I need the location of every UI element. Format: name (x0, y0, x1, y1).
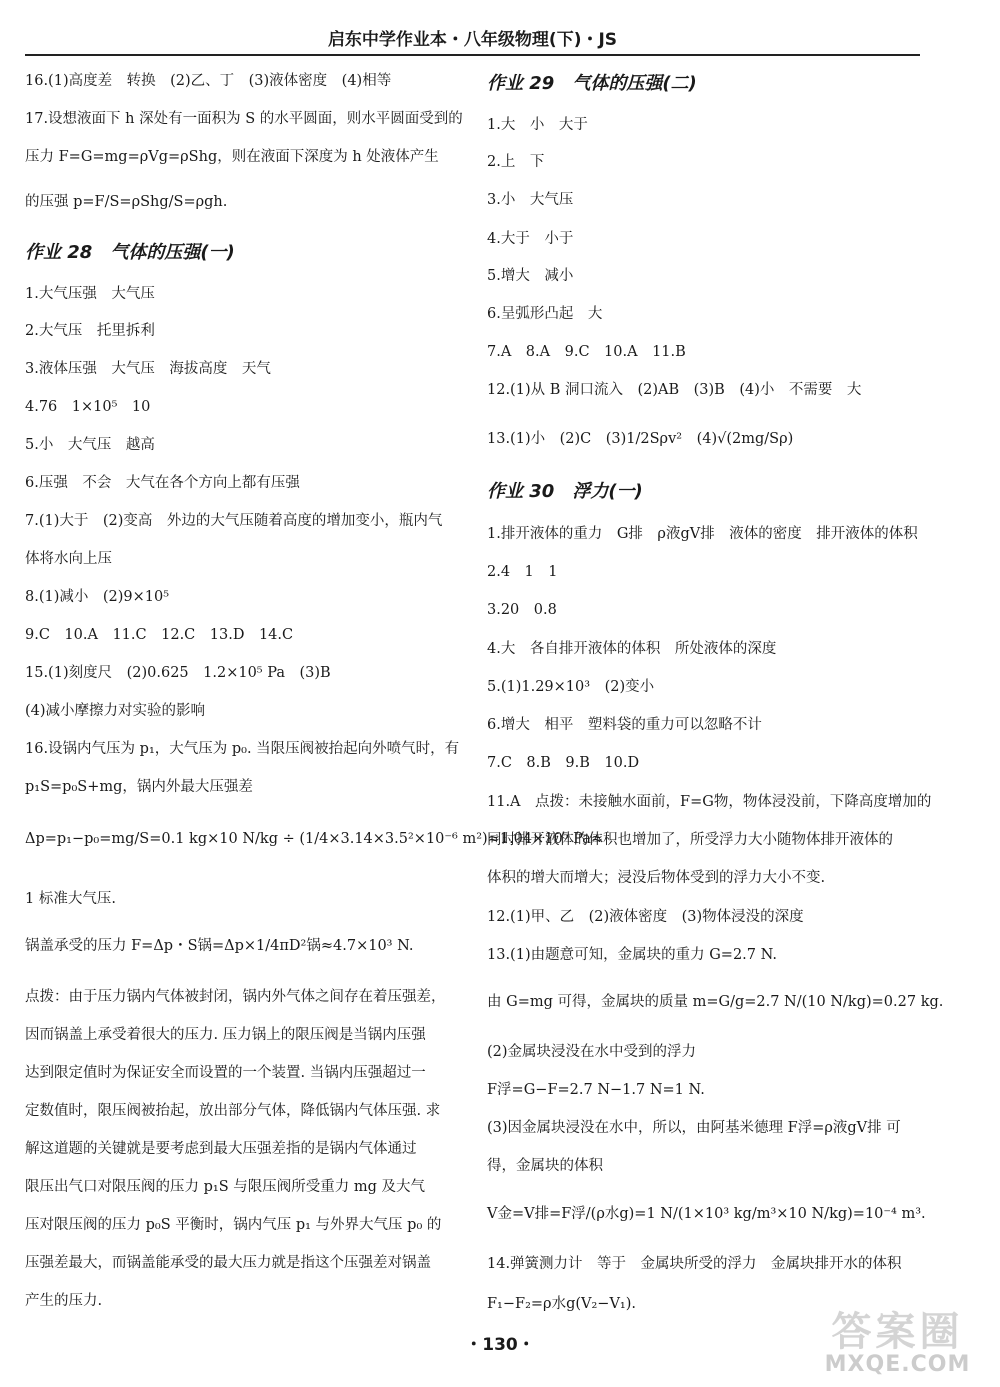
answer-line: 由 G=mg 可得，金属块的质量 m=G/g=2.7 N/(10 N/kg)=0.27 kg. (487, 994, 944, 1010)
answer-line: V金=V排=F浮/(ρ水g)=1 N/(1×10³ kg/m³×10 N/kg)=10⁻⁴ m³. (487, 1206, 926, 1222)
answer-line: 1.大气压强 大气压 (25, 286, 155, 302)
answer-line: 得，金属块的体积 (487, 1158, 603, 1174)
answer-line: 3.20 0.8 (487, 602, 557, 618)
answer-line: 7.A 8.A 9.C 10.A 11.B (487, 344, 686, 360)
answer-line: 7.(1)大于 (2)变高 外边的大气压随着高度的增加变小，瓶内气 (25, 513, 443, 529)
section-heading: 作业 28 气体的压强(一) (25, 242, 235, 263)
answer-line: 6.增大 相平 塑料袋的重力可以忽略不计 (487, 717, 762, 733)
watermark-logo (800, 1300, 995, 1382)
section-heading: 作业 29 气体的压强(二) (487, 73, 697, 94)
answer-line: 6.压强 不会 大气在各个方向上都有压强 (25, 475, 300, 491)
answer-line: 16.设锅内气压为 p₁，大气压为 p₀. 当限压阀被抬起向外喷气时，有 (25, 741, 460, 757)
watermark-url: MXQE.COM (824, 1352, 971, 1377)
page-number: ・130・ (465, 1335, 535, 1355)
running-header (25, 28, 920, 56)
answer-line: 7.C 8.B 9.B 10.D (487, 755, 640, 771)
answer-line: 体将水向上压 (25, 551, 112, 567)
answer-line: F₁−F₂=ρ水g(V₂−V₁). (487, 1296, 636, 1312)
watermark-text: 答案圈 (831, 1309, 964, 1355)
answer-line: 11.A 点拨：未接触水面前，F=G物，物体浸没前，下降高度增加的 (487, 794, 932, 810)
answer-line: 的压强 p=F/S=ρShg/S=ρgh. (25, 194, 228, 210)
answer-line: 5.增大 减小 (487, 268, 574, 284)
header-title: 启东中学作业本・八年级物理(下)・JS (327, 30, 618, 50)
answer-line: 12.(1)甲、乙 (2)液体密度 (3)物体浸没的深度 (487, 909, 804, 925)
answer-line: 1.大 小 大于 (487, 117, 588, 133)
answer-line: 4.76 1×10⁵ 10 (25, 399, 151, 415)
answer-line: 2.上 下 (487, 154, 545, 170)
answer-line: 2.4 1 1 (487, 564, 558, 580)
answer-line: 4.大于 小于 (487, 231, 574, 247)
answer-line: 4.大 各自排开液体的体积 所处液体的深度 (487, 641, 777, 657)
answer-line: 3.液体压强 大气压 海拔高度 天气 (25, 361, 271, 377)
answer-line: 13.(1)小 (2)C (3)1/2Sρv² (4)√(2mg/Sρ) (487, 431, 794, 447)
answer-line: 3.小 大气压 (487, 192, 574, 208)
answer-line: 限压出气口对限压阀的压力 p₁S 与限压阀所受重力 mg 及大气 (25, 1179, 425, 1195)
answer-line: (2)金属块浸没在水中受到的浮力 (487, 1044, 697, 1060)
answer-line: 9.C 10.A 11.C 12.C 13.D 14.C (25, 627, 294, 643)
answer-line: 定数值时，限压阀被抬起，放出部分气体，降低锅内气体压强. 求 (25, 1103, 441, 1119)
answer-line: 1 标准大气压. (25, 891, 116, 907)
answer-line: 压力 F=G=mg=ρVg=ρShg，则在液面下深度为 h 处液体产生 (25, 149, 439, 165)
answer-line: 压强差最大，而锅盖能承受的最大压力就是指这个压强差对锅盖 (25, 1255, 431, 1271)
answer-line: (4)减小摩擦力对实验的影响 (25, 703, 206, 719)
section-heading: 作业 30 浮力(一) (487, 481, 643, 502)
answer-line: (3)因金属块浸没在水中，所以，由阿基米德理 F浮=ρ液gV排 可 (487, 1120, 901, 1136)
answer-line: 同时排开液体的体积也增加了，所受浮力大小随物体排开液体的 (487, 832, 893, 848)
answer-line: 因而锅盖上承受着很大的压力. 压力锅上的限压阀是当锅内压强 (25, 1027, 426, 1043)
answer-line: 5.(1)1.29×10³ (2)变小 (487, 679, 655, 695)
answer-line: p₁S=p₀S+mg，锅内外最大压强差 (25, 779, 253, 795)
answer-line: 压对限压阀的压力 p₀S 平衡时，锅内气压 p₁ 与外界大气压 p₀ 的 (25, 1217, 442, 1233)
answer-line: F浮=G−F=2.7 N−1.7 N=1 N. (487, 1082, 705, 1098)
answer-line: 解这道题的关键就是要考虑到最大压强差指的是锅内气体通过 (25, 1141, 417, 1157)
answer-line: 体积的增大而增大；浸没后物体受到的浮力大小不变. (487, 870, 826, 886)
answer-line: 13.(1)由题意可知，金属块的重力 G=2.7 N. (487, 947, 777, 963)
answer-line: 16.(1)高度差 转换 (2)乙、丁 (3)液体密度 (4)相等 (25, 73, 392, 89)
answer-line: 2.大气压 托里拆利 (25, 323, 155, 339)
answer-line: 锅盖承受的压力 F=Δp・S锅=Δp×1/4πD²锅≈4.7×10³ N. (25, 938, 414, 954)
answer-line: 达到限定值时为保证安全而设置的一个装置. 当锅内压强超过一 (25, 1065, 426, 1081)
answer-line: 8.(1)减小 (2)9×10⁵ (25, 589, 170, 605)
answer-line: 14.弹簧测力计 等于 金属块所受的浮力 金属块排开水的体积 (487, 1256, 902, 1272)
answer-line: 15.(1)刻度尺 (2)0.625 1.2×10⁵ Pa (3)B (25, 665, 331, 681)
answer-line: Δp=p₁−p₀=mg/S=0.1 kg×10 N/kg ÷ (1/4×3.14×3.5²×10⁻⁶ m²)≈1.04×10⁵ Pa≈ (25, 831, 604, 847)
answer-line: 产生的压力. (25, 1293, 103, 1309)
answer-line: 点拨：由于压力锅内气体被封闭，锅内外气体之间存在着压强差， (25, 989, 446, 1005)
answer-line: 1.排开液体的重力 G排 ρ液gV排 液体的密度 排开液体的体积 (487, 526, 918, 542)
answer-line: 17.设想液面下 h 深处有一面积为 S 的水平圆面，则水平圆面受到的 (25, 111, 463, 127)
answer-line: 12.(1)从 B 洞口流入 (2)AB (3)B (4)小 不需要 大 (487, 382, 862, 398)
answer-line: 5.小 大气压 越高 (25, 437, 155, 453)
answer-line: 6.呈弧形凸起 大 (487, 306, 603, 322)
